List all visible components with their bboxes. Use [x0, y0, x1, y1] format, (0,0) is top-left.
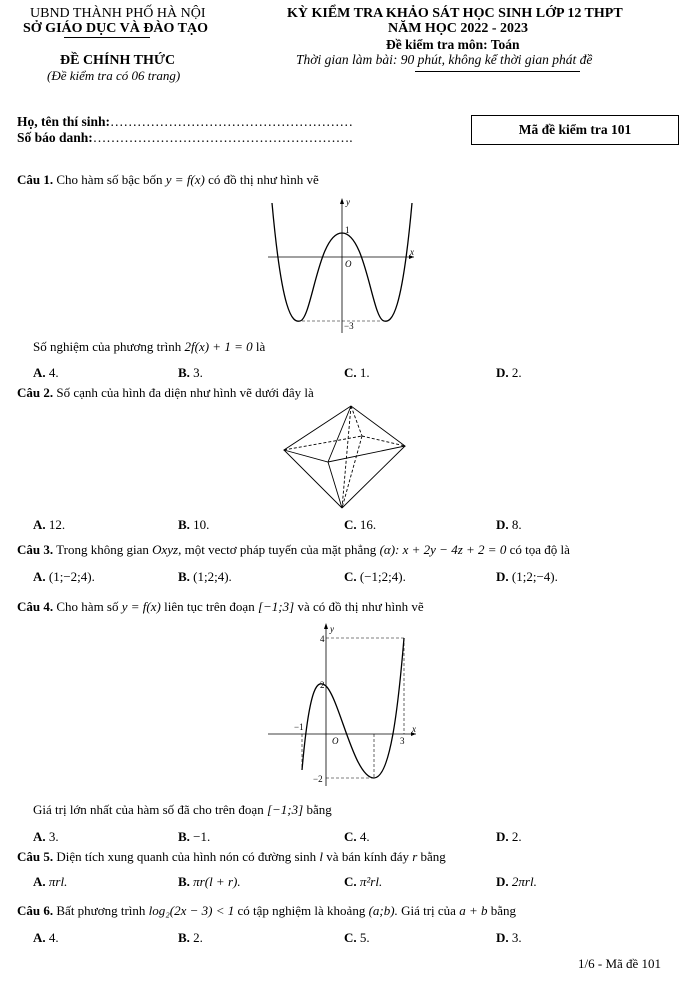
question-5 — [17, 849, 446, 865]
option-value: 4. — [48, 365, 59, 380]
question-text: Giá trị của — [401, 903, 456, 918]
option-value: πr(l + r). — [193, 874, 241, 889]
q5-option-b[interactable] — [178, 874, 241, 890]
q4-y-label: y — [330, 624, 334, 634]
official-label: ĐỀ CHÍNH THỨC — [60, 53, 176, 68]
option-value: 16. — [359, 517, 377, 532]
q1-origin-label: O — [345, 259, 352, 269]
option-label: A. — [33, 517, 46, 532]
q4-x-label: x — [412, 724, 416, 734]
q3-option-c[interactable] — [344, 569, 406, 585]
question-text: và bán kính đáy — [326, 849, 409, 864]
question-text: có đồ thị như hình vẽ — [208, 172, 319, 187]
q2-polyhedron — [280, 404, 410, 512]
header-authority: UBND THÀNH PHỐ HÀ NỘI — [30, 6, 206, 21]
question-formula: y = f(x) — [121, 599, 161, 614]
question-text: bằng — [490, 903, 517, 918]
q2-option-b[interactable] — [178, 517, 209, 533]
question-text: một vectơ pháp tuyến của mặt phẳng — [184, 542, 377, 557]
q2-option-a[interactable] — [33, 517, 65, 533]
question-sum: a + b — [459, 903, 488, 918]
option-label: D. — [496, 930, 509, 945]
q4-option-b[interactable] — [178, 829, 210, 845]
header-department: SỞ GIÁO DỤC VÀ ĐÀO TẠO — [23, 21, 209, 36]
question-number: Câu 2. — [17, 385, 54, 400]
option-value: 2. — [193, 930, 203, 945]
q3-option-b[interactable] — [178, 569, 232, 585]
option-value: 10. — [193, 517, 210, 532]
question-interval: [−1;3] — [257, 599, 295, 614]
option-label: D. — [496, 365, 509, 380]
q5-option-d[interactable] — [496, 874, 537, 890]
option-label: D. — [496, 569, 509, 584]
option-label: C. — [344, 517, 357, 532]
q6-option-a[interactable] — [33, 930, 59, 946]
q4-option-a[interactable] — [33, 829, 59, 845]
question-number: Câu 1. — [17, 172, 54, 187]
option-value: 8. — [511, 517, 522, 532]
header-underline-left — [64, 37, 150, 38]
option-label: C. — [344, 829, 357, 844]
exam-code-box — [471, 115, 679, 145]
pages-note: (Đề kiểm tra có 06 trang) — [47, 68, 181, 83]
question-r: r — [412, 849, 418, 864]
question-4 — [17, 599, 424, 615]
q4-option-d[interactable] — [496, 829, 522, 845]
option-value: (−1;2;4). — [359, 569, 406, 584]
question-l: l — [319, 849, 324, 864]
question-3 — [17, 542, 570, 558]
question-space: Oxyz, — [152, 542, 182, 557]
option-value: 3. — [511, 930, 522, 945]
student-id-label: Số báo danh: — [17, 130, 93, 145]
option-value: 3. — [193, 365, 203, 380]
question-text: Diện tích xung quanh của hình nón có đường sinh — [56, 849, 317, 864]
q4-sub-text: Giá trị lớn nhất của hàm số đã cho trên đoạn — [33, 802, 264, 817]
option-value: 2πrl. — [511, 874, 537, 889]
question-text: có tập nghiệm là khoảng — [237, 903, 366, 918]
question-1 — [17, 172, 319, 188]
q1-graph — [262, 193, 422, 338]
q4-origin-label: O — [332, 736, 339, 746]
option-label: C. — [344, 930, 357, 945]
q1-option-d[interactable] — [496, 365, 522, 381]
question-number: Câu 6. — [17, 903, 54, 918]
option-value: (1;2;−4). — [511, 569, 558, 584]
question-number: Câu 4. — [17, 599, 54, 614]
option-value: 2. — [511, 365, 522, 380]
q1-sub — [33, 339, 265, 355]
option-label: B. — [178, 365, 190, 380]
q4-two-label: 2 — [320, 680, 325, 690]
exam-title: KỲ KIỂM TRA KHẢO SÁT HỌC SINH LỚP 12 THPT — [287, 6, 623, 21]
option-value: 3. — [48, 829, 59, 844]
q1-option-b[interactable] — [178, 365, 203, 381]
q1-one-label: 1 — [345, 225, 350, 235]
exam-subject: Đề kiểm tra môn: Toán — [386, 37, 520, 52]
q4-three-label: 3 — [400, 736, 405, 746]
option-label: A. — [33, 569, 46, 584]
option-label: A. — [33, 365, 46, 380]
student-name-dots[interactable]: ……………………………………………… — [110, 114, 354, 129]
q4-four-label: 4 — [320, 634, 325, 644]
q6-option-b[interactable] — [178, 930, 203, 946]
option-label: C. — [344, 365, 357, 380]
question-formula: y = f(x) — [165, 172, 205, 187]
school-year: NĂM HỌC 2022 - 2023 — [388, 21, 528, 36]
option-label: B. — [178, 930, 190, 945]
option-value: 5. — [359, 930, 370, 945]
option-value: 4. — [48, 930, 59, 945]
q3-option-a[interactable] — [33, 569, 95, 585]
exam-time: Thời gian làm bài: 90 phút, không kể thời gian phát đề — [296, 52, 593, 67]
q1-minus-three-label: −3 — [344, 321, 354, 331]
option-label: B. — [178, 517, 190, 532]
student-id-dots[interactable]: …………………………………………………. — [92, 130, 353, 145]
question-text: và có đồ thị như hình vẽ — [297, 599, 424, 614]
q1-x-label: x — [410, 247, 414, 257]
q1-sub-text: Số nghiệm của phương trình — [33, 339, 182, 354]
q1-sub-formula: 2f(x) + 1 = 0 — [184, 339, 253, 354]
q2-option-d[interactable] — [496, 517, 522, 533]
question-text: Cho hàm số bậc bốn — [56, 172, 163, 187]
option-label: D. — [496, 874, 509, 889]
student-id-row[interactable] — [17, 130, 353, 146]
q1-sub-text: là — [255, 339, 266, 354]
question-inequality: log₂(2x − 3) < 1 — [148, 903, 235, 918]
question-interval: (a;b). — [368, 903, 398, 918]
q4-minus-two-label: −2 — [313, 774, 323, 784]
q5-option-a[interactable] — [33, 874, 67, 890]
option-value: −1. — [193, 829, 211, 844]
q4-sub — [33, 802, 332, 818]
option-label: D. — [496, 517, 509, 532]
question-text: bằng — [420, 849, 446, 864]
option-value: 4. — [359, 829, 370, 844]
option-value: πrl. — [48, 874, 68, 889]
option-value: 1. — [359, 365, 370, 380]
exam-code: Mã đề kiểm tra 101 — [518, 122, 632, 137]
option-value: 2. — [511, 829, 522, 844]
option-value: 12. — [48, 517, 66, 532]
question-plane: (α): x + 2y − 4z + 2 = 0 — [379, 542, 507, 557]
question-text: có tọa độ là — [509, 542, 570, 557]
option-label: B. — [178, 874, 190, 889]
question-text: Bất phương trình — [56, 903, 146, 918]
option-value: π²rl. — [359, 874, 383, 889]
polyhedron-outline — [284, 406, 405, 462]
q4-minus-one-label: −1 — [294, 722, 304, 732]
q2-option-c[interactable] — [344, 517, 376, 533]
question-number: Câu 3. — [17, 542, 54, 557]
question-number: Câu 5. — [17, 849, 54, 864]
question-text: liên tục trên đoạn — [164, 599, 255, 614]
q6-option-c[interactable] — [344, 930, 370, 946]
option-label: C. — [344, 874, 357, 889]
q4-sub-text: bằng — [306, 802, 332, 817]
option-value: (1;2;4). — [193, 569, 232, 584]
question-text: Trong không gian — [56, 542, 149, 557]
option-label: A. — [33, 829, 46, 844]
q1-option-a[interactable] — [33, 365, 59, 381]
q6-option-d[interactable] — [496, 930, 522, 946]
question-text: Cho hàm số — [56, 599, 119, 614]
option-label: C. — [344, 569, 357, 584]
q4-option-c[interactable] — [344, 829, 370, 845]
option-label: B. — [178, 829, 190, 844]
question-6 — [17, 903, 516, 919]
question-text: Số cạnh của hình đa diện như hình vẽ dưới đây là — [56, 385, 314, 400]
option-label: A. — [33, 874, 46, 889]
q4-curve — [302, 638, 404, 778]
q5-option-c[interactable] — [344, 874, 382, 890]
option-value: (1;−2;4). — [48, 569, 95, 584]
q4-sub-interval: [−1;3] — [266, 802, 304, 817]
option-label: D. — [496, 829, 509, 844]
option-label: B. — [178, 569, 190, 584]
student-name-label: Họ, tên thí sinh: — [17, 114, 111, 129]
page-footer: 1/6 - Mã đề 101 — [578, 956, 662, 971]
header-underline-right — [415, 71, 580, 72]
question-2 — [17, 385, 314, 401]
q1-y-label: y — [346, 197, 350, 207]
q3-option-d[interactable] — [496, 569, 558, 585]
option-label: A. — [33, 930, 46, 945]
q4-graph — [266, 620, 426, 790]
q1-option-c[interactable] — [344, 365, 370, 381]
student-name-row[interactable] — [17, 114, 353, 130]
